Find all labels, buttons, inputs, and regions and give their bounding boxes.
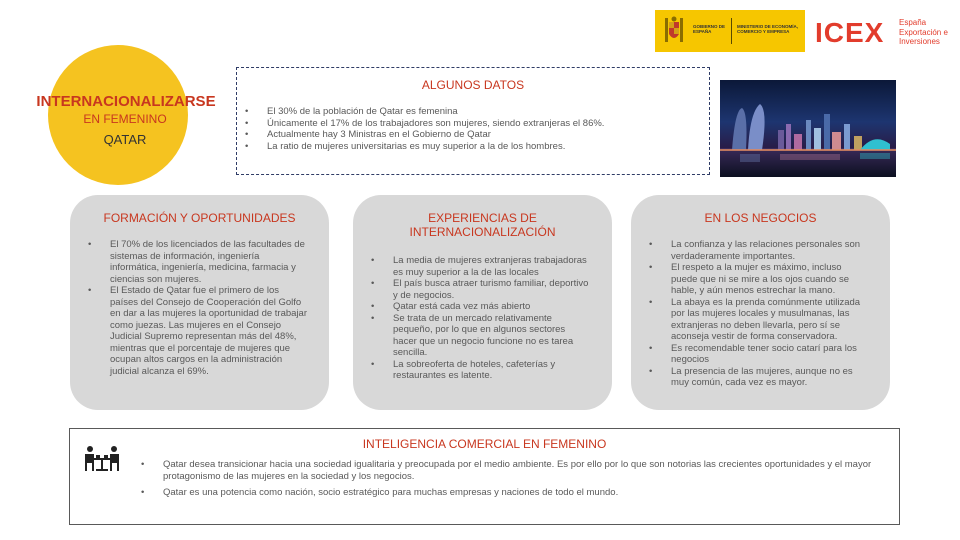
card-formacion <box>70 195 329 410</box>
card-heading: FORMACIÓN Y OPORTUNIDADES <box>103 211 296 225</box>
datos-heading: ALGUNOS DATOS <box>421 78 525 92</box>
icex-tagline: España Exportación e Inversiones <box>899 18 948 46</box>
header-logos <box>655 10 950 54</box>
list-item: • La media de mujeres extranjeras trabajadoras es muy superior a la de las locales <box>393 255 590 278</box>
datos-list <box>267 106 699 152</box>
intel-heading: INTELIGENCIA COMERCIAL EN FEMENINO <box>362 437 607 451</box>
list-item: • Es recomendable tener socio catarí para los negocios <box>671 343 868 366</box>
list-item: • Qatar es una potencia como nación, socio estratégico para muchas empresas y naciones de todo el mundo. <box>163 487 887 499</box>
card-list <box>671 239 868 389</box>
country-label: QATAR <box>103 132 147 147</box>
page-subtitle: EN FEMENINO <box>83 112 167 126</box>
list-item: • Se trata de un mercado relativamente pequeño, por lo que en algunos sectores hacer que un negocio funcione no es tarea sencilla. <box>393 313 590 359</box>
list-item: • El 30% de la población de Qatar es femenina <box>267 106 699 118</box>
list-item: • El Estado de Qatar fue el primero de los países del Consejo de Cooperación del Golfo en dar a las mujeres la oportunidad de trabajar como juezas. Las mujeres en el Consejo Judicial Supremo representan más del 48%, mientras que el porcentaje de mujeres que ocupan altos cargos en la administración judicial alcanza el 69%. <box>110 285 307 377</box>
list-item: • La ratio de mujeres universitarias es muy superior a la de los hombres. <box>267 141 699 153</box>
card-list <box>393 255 590 382</box>
ministerio-text: MINISTERIO DE ECONOMÍA, COMERCIO Y EMPRESA <box>737 24 799 34</box>
intel-box <box>69 428 900 525</box>
card-heading: EN LOS NEGOCIOS <box>704 211 817 225</box>
list-item: • Qatar está cada vez más abierto <box>393 301 590 313</box>
card-heading: EXPERIENCIAS DE INTERNACIONALIZACIÓN <box>409 211 556 239</box>
intel-list <box>163 459 887 499</box>
card-experiencias <box>353 195 612 410</box>
gobierno-text: GOBIERNO DE ESPAÑA <box>693 24 726 34</box>
list-item: • El 70% de los licenciados de las facultades de sistemas de información, ingeniería informática, ingeniería, medicina, farmacia y ciencias son mujeres. <box>110 239 307 285</box>
card-negocios <box>631 195 890 410</box>
list-item: • La abaya es la prenda comúnmente utilizada por las mujeres locales y musulmanas, las extranjeras no deben llevarla, pero sí se aconseja vestir de forma conservadora. <box>671 297 868 343</box>
list-item: • Actualmente hay 3 Ministras en el Gobierno de Qatar <box>267 129 699 141</box>
list-item: • El respeto a la mujer es máximo, incluso puede que ni se mire a los ojos cuando se hable, y aún menos estrechar la mano. <box>671 262 868 297</box>
list-item: • Qatar desea transicionar hacia una sociedad igualitaria y preocupada por el medio ambiente. Es por ello por lo que son notorias las crecientes oportunidades y el mayor protagonismo de las mujeres en la sociedad y los negocios. <box>163 459 887 482</box>
coat-of-arms-icon <box>663 16 685 46</box>
list-item: • Únicamente el 17% de los trabajadores son mujeres, siendo extranjeras el 86%. <box>267 118 699 130</box>
list-item: • La presencia de las mujeres, aunque no es muy común, cada vez es mayor. <box>671 366 868 389</box>
icex-logo: ICEX <box>815 17 885 48</box>
page-title: INTERNACIONALIZARSE <box>36 93 216 110</box>
city-skyline-photo <box>720 80 896 177</box>
list-item: • El país busca atraer turismo familiar, deportivo y de negocios. <box>393 278 590 301</box>
datos-box <box>236 67 710 175</box>
card-list <box>110 239 307 377</box>
logo-divider <box>731 18 732 44</box>
gobierno-logo <box>655 10 805 52</box>
business-meeting-icon <box>82 445 122 473</box>
list-item: • La sobreoferta de hoteles, cafeterías y restaurantes es latente. <box>393 359 590 382</box>
list-item: • La confianza y las relaciones personales son verdaderamente importantes. <box>671 239 868 262</box>
